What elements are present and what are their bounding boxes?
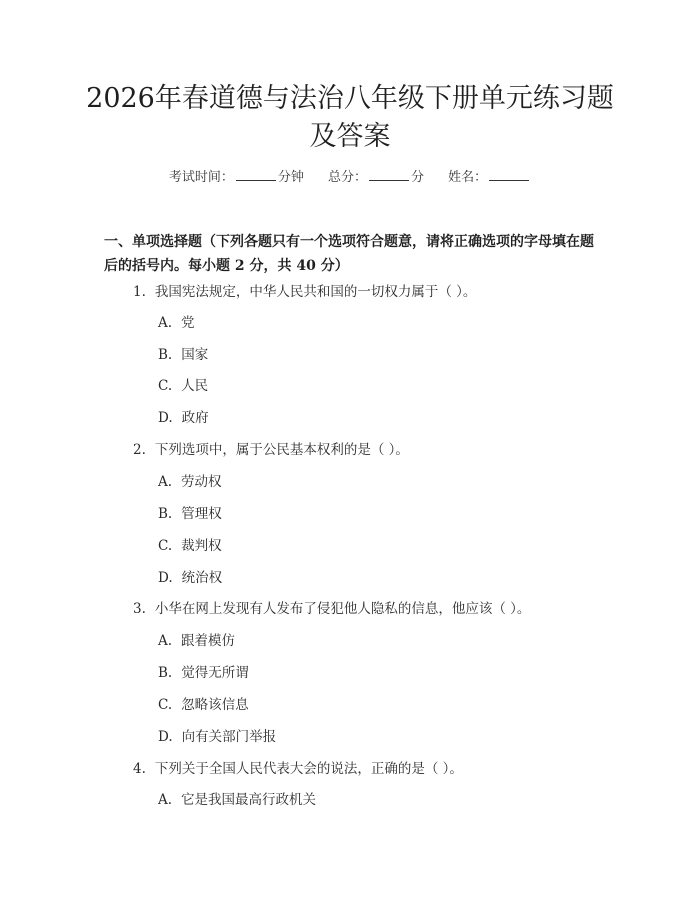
option-item — [158, 504, 222, 524]
question-item — [133, 759, 463, 779]
total-score-unit: 分 — [411, 170, 425, 185]
option-item — [158, 376, 208, 396]
option-text: 忽略该信息 — [181, 697, 249, 713]
total-score-field — [328, 168, 424, 188]
option-letter: D. — [158, 410, 173, 426]
option-text: 觉得无所谓 — [181, 665, 249, 681]
option-item — [158, 663, 249, 683]
option-item — [158, 536, 222, 556]
question-number: 4. — [133, 761, 146, 777]
option-letter: D. — [158, 729, 173, 745]
question-number: 1. — [133, 284, 146, 300]
option-letter: A. — [158, 474, 173, 490]
section-heading-line-2: 后的括号内。每小题 2 分，共 40 分） — [104, 258, 349, 274]
option-text: 国家 — [181, 347, 209, 363]
option-letter: B. — [158, 665, 173, 681]
option-text: 管理权 — [181, 506, 222, 522]
question-item — [133, 599, 530, 619]
option-text: 跟着模仿 — [181, 633, 236, 649]
option-text: 劳动权 — [181, 474, 222, 490]
option-letter: C. — [158, 538, 173, 554]
question-text: 我国宪法规定，中华人民共和国的一切权力属于（ ）。 — [154, 284, 477, 300]
question-number: 2. — [133, 442, 146, 458]
option-text: 裁判权 — [181, 538, 222, 554]
option-letter: A. — [158, 315, 173, 331]
section-heading-line-1: 一、单项选择题（下列各题只有一个选项符合题意，请将正确选项的字母填在题 — [104, 234, 594, 250]
exam-time-blank — [236, 168, 276, 181]
option-letter: C. — [158, 697, 173, 713]
option-text: 政府 — [181, 410, 209, 426]
option-item — [158, 568, 222, 588]
student-name-field — [448, 168, 531, 188]
option-text: 党 — [181, 315, 195, 331]
document-title-line-2: 及答案 — [309, 121, 391, 152]
option-letter: B. — [158, 347, 173, 363]
option-text: 向有关部门举报 — [181, 729, 277, 745]
option-item — [158, 790, 316, 810]
exam-info-bar — [0, 168, 700, 188]
document-title-line-1: 2026年春道德与法治八年级下册单元练习题 — [86, 83, 614, 114]
exam-time-label: 考试时间： — [168, 170, 234, 185]
question-text: 下列关于全国人民代表大会的说法，正确的是（ ）。 — [154, 761, 463, 777]
question-item — [133, 440, 409, 460]
question-number: 3. — [133, 601, 146, 617]
total-score-blank — [369, 168, 409, 181]
option-letter: A. — [158, 633, 173, 649]
question-text: 下列选项中，属于公民基本权利的是（ ）。 — [154, 442, 409, 458]
option-item — [158, 408, 209, 428]
option-letter: B. — [158, 506, 173, 522]
option-letter: A. — [158, 792, 173, 808]
option-letter: D. — [158, 570, 173, 586]
option-text: 它是我国最高行政机关 — [181, 792, 317, 808]
option-item — [158, 695, 249, 715]
option-item — [158, 313, 195, 333]
option-item — [158, 345, 208, 365]
option-item — [158, 727, 276, 747]
student-name-label: 姓名： — [448, 170, 488, 185]
exam-time-unit: 分钟 — [277, 170, 304, 185]
question-item — [133, 282, 476, 302]
option-text: 统治权 — [181, 570, 223, 586]
option-item — [158, 631, 235, 651]
option-text: 人民 — [181, 378, 209, 394]
option-item — [158, 472, 222, 492]
question-text: 小华在网上发现有人发布了侵犯他人隐私的信息，他应该（ ）。 — [154, 601, 531, 617]
total-score-label: 总分： — [327, 170, 367, 185]
option-letter: C. — [158, 378, 173, 394]
student-name-blank — [489, 168, 529, 181]
exam-time-field — [169, 168, 304, 188]
